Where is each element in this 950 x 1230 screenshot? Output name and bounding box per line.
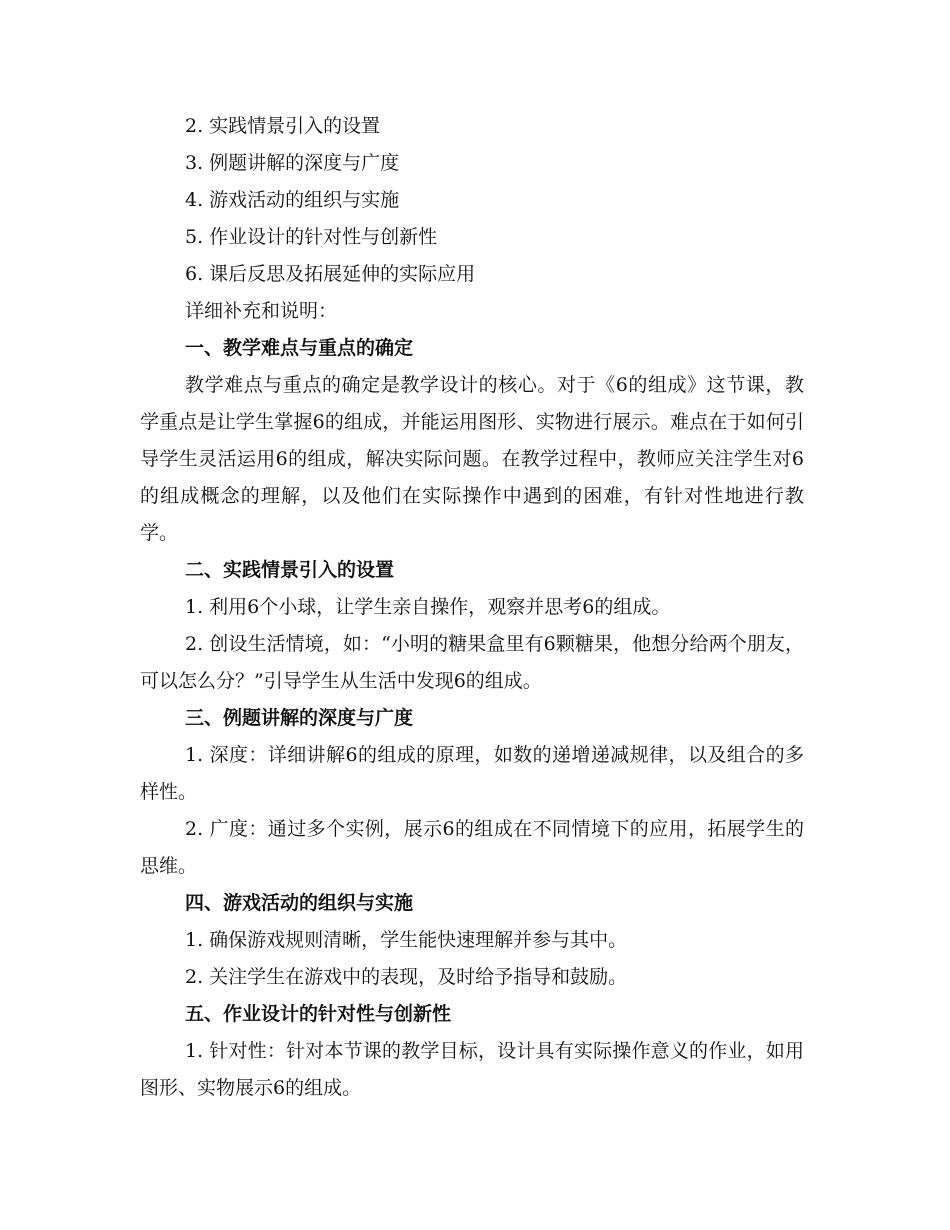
section-heading: 四、游戏活动的组织与实施 xyxy=(185,892,414,914)
list-item: 5. 作业设计的针对性与创新性 xyxy=(185,226,438,248)
paragraph: 2. 广度：通过多个实例，展示6的组成在不同情境下的应用，拓展学生的思维。 xyxy=(140,818,804,877)
section-heading: 三、例题讲解的深度与广度 xyxy=(185,707,414,729)
paragraph: 2. 关注学生在游戏中的表现，及时给予指导和鼓励。 xyxy=(185,966,628,988)
paragraph: 1. 针对性：针对本节课的教学目标，设计具有实际操作意义的作业，如用图形、实物展示6的组成。 xyxy=(140,1040,804,1099)
list-item: 3. 例题讲解的深度与广度 xyxy=(185,152,400,174)
list-item: 6. 课后反思及拓展延伸的实际应用 xyxy=(185,263,476,285)
supplement-label: 详细补充和说明： xyxy=(185,300,338,322)
section-heading: 五、作业设计的针对性与创新性 xyxy=(185,1003,452,1025)
section-heading: 一、教学难点与重点的确定 xyxy=(185,337,414,359)
paragraph: 1. 确保游戏规则清晰，学生能快速理解并参与其中。 xyxy=(185,929,628,951)
paragraph: 1. 深度：详细讲解6的组成的原理，如数的递增递减规律，以及组合的多样性。 xyxy=(140,744,804,803)
paragraph: 2. 创设生活情境，如：“小明的糖果盒里有6颗糖果，他想分给两个朋友，可以怎么分？”引导学生从生活中发现6的组成。 xyxy=(140,633,804,692)
section-heading: 二、实践情景引入的设置 xyxy=(185,559,395,581)
document-body xyxy=(140,108,804,1107)
list-item: 4. 游戏活动的组织与实施 xyxy=(185,189,400,211)
list-item: 2. 实践情景引入的设置 xyxy=(185,115,381,137)
paragraph: 1. 利用6个小球，让学生亲自操作，观察并思考6的组成。 xyxy=(185,596,671,618)
paragraph: 教学难点与重点的确定是教学设计的核心。对于《6的组成》这节课，教学重点是让学生掌握6的组成，并能运用图形、实物进行展示。难点在于如何引导学生灵活运用6的组成，解决实际问题。在教学过程中，教师应关注学生对6的组成概念的理解，以及他们在实际操作中遇到的困难，有针对性地进行教学。 xyxy=(140,374,804,544)
